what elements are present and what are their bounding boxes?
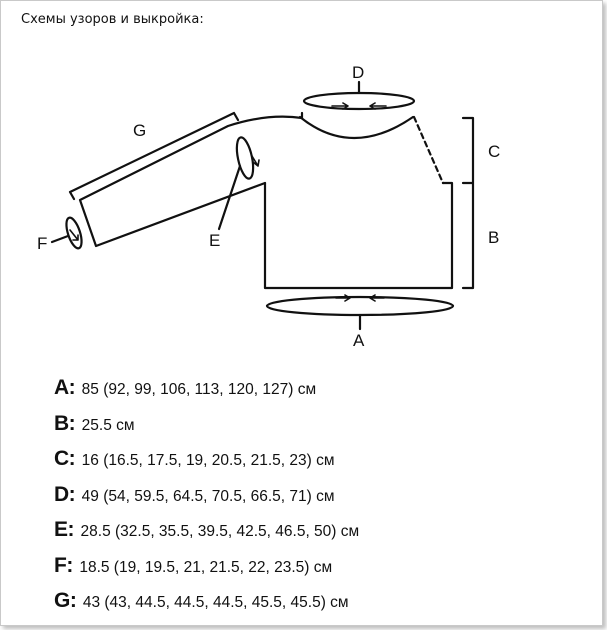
cb-dimension-bracket [463,118,473,288]
legend-colon: : [68,447,76,470]
legend-row-a [54,376,359,412]
label-a: A [353,331,365,350]
legend-key: A [54,376,69,399]
legend-colon: : [69,589,77,612]
legend-row-g [54,589,359,625]
e-leader [219,166,240,229]
legend-row-d [54,483,359,519]
legend-value: 25.5 см [81,416,135,434]
legend-value: 16 (16.5, 17.5, 19, 20.5, 21.5, 23) см [81,452,335,469]
d-neck-ellipse [304,93,414,109]
legend-value: 28.5 (32.5, 35.5, 39.5, 42.5, 46.5, 50) см [80,523,360,540]
legend-row-b [54,412,359,448]
measurement-legend [54,376,359,625]
neckline [300,117,413,138]
label-f: F [37,234,48,253]
label-b: B [488,228,500,247]
legend-row-c [54,447,359,483]
legend-value: 18.5 (19, 19.5, 21, 21.5, 22, 23.5) см [79,558,333,576]
legend-colon: : [66,553,74,577]
legend-colon: : [68,411,76,435]
legend-key: D [54,482,69,506]
legend-colon: : [68,482,76,506]
legend-value: 49 (54, 59.5, 64.5, 70.5, 66.5, 71) см [81,487,335,505]
a-hem-ellipse [267,297,453,315]
legend-value: 85 (92, 99, 106, 113, 120, 127) см [81,381,317,398]
f-arrow [70,230,78,240]
label-d: D [352,63,365,82]
legend-colon: : [67,518,75,541]
label-g: G [133,121,147,140]
legend-colon: : [68,376,76,399]
legend-key: F [54,553,67,577]
legend-key: G [54,589,70,612]
legend-row-f [54,554,359,590]
g-dimension-line [70,113,238,199]
label-c: C [488,142,501,161]
body-outline [265,183,452,288]
legend-row-e [54,518,359,554]
f-cuff-ellipse [63,216,84,250]
legend-key: C [54,447,69,470]
legend-value: 43 (43, 44.5, 44.5, 44.5, 45.5, 45.5) см [82,594,349,611]
label-e: E [209,231,221,250]
front-shoulder-dashed [414,117,443,183]
legend-key: B [54,411,69,435]
f-leader [52,236,68,242]
caption: Схемы узоров и выкройка: [21,12,204,27]
legend-key: E [54,518,68,541]
